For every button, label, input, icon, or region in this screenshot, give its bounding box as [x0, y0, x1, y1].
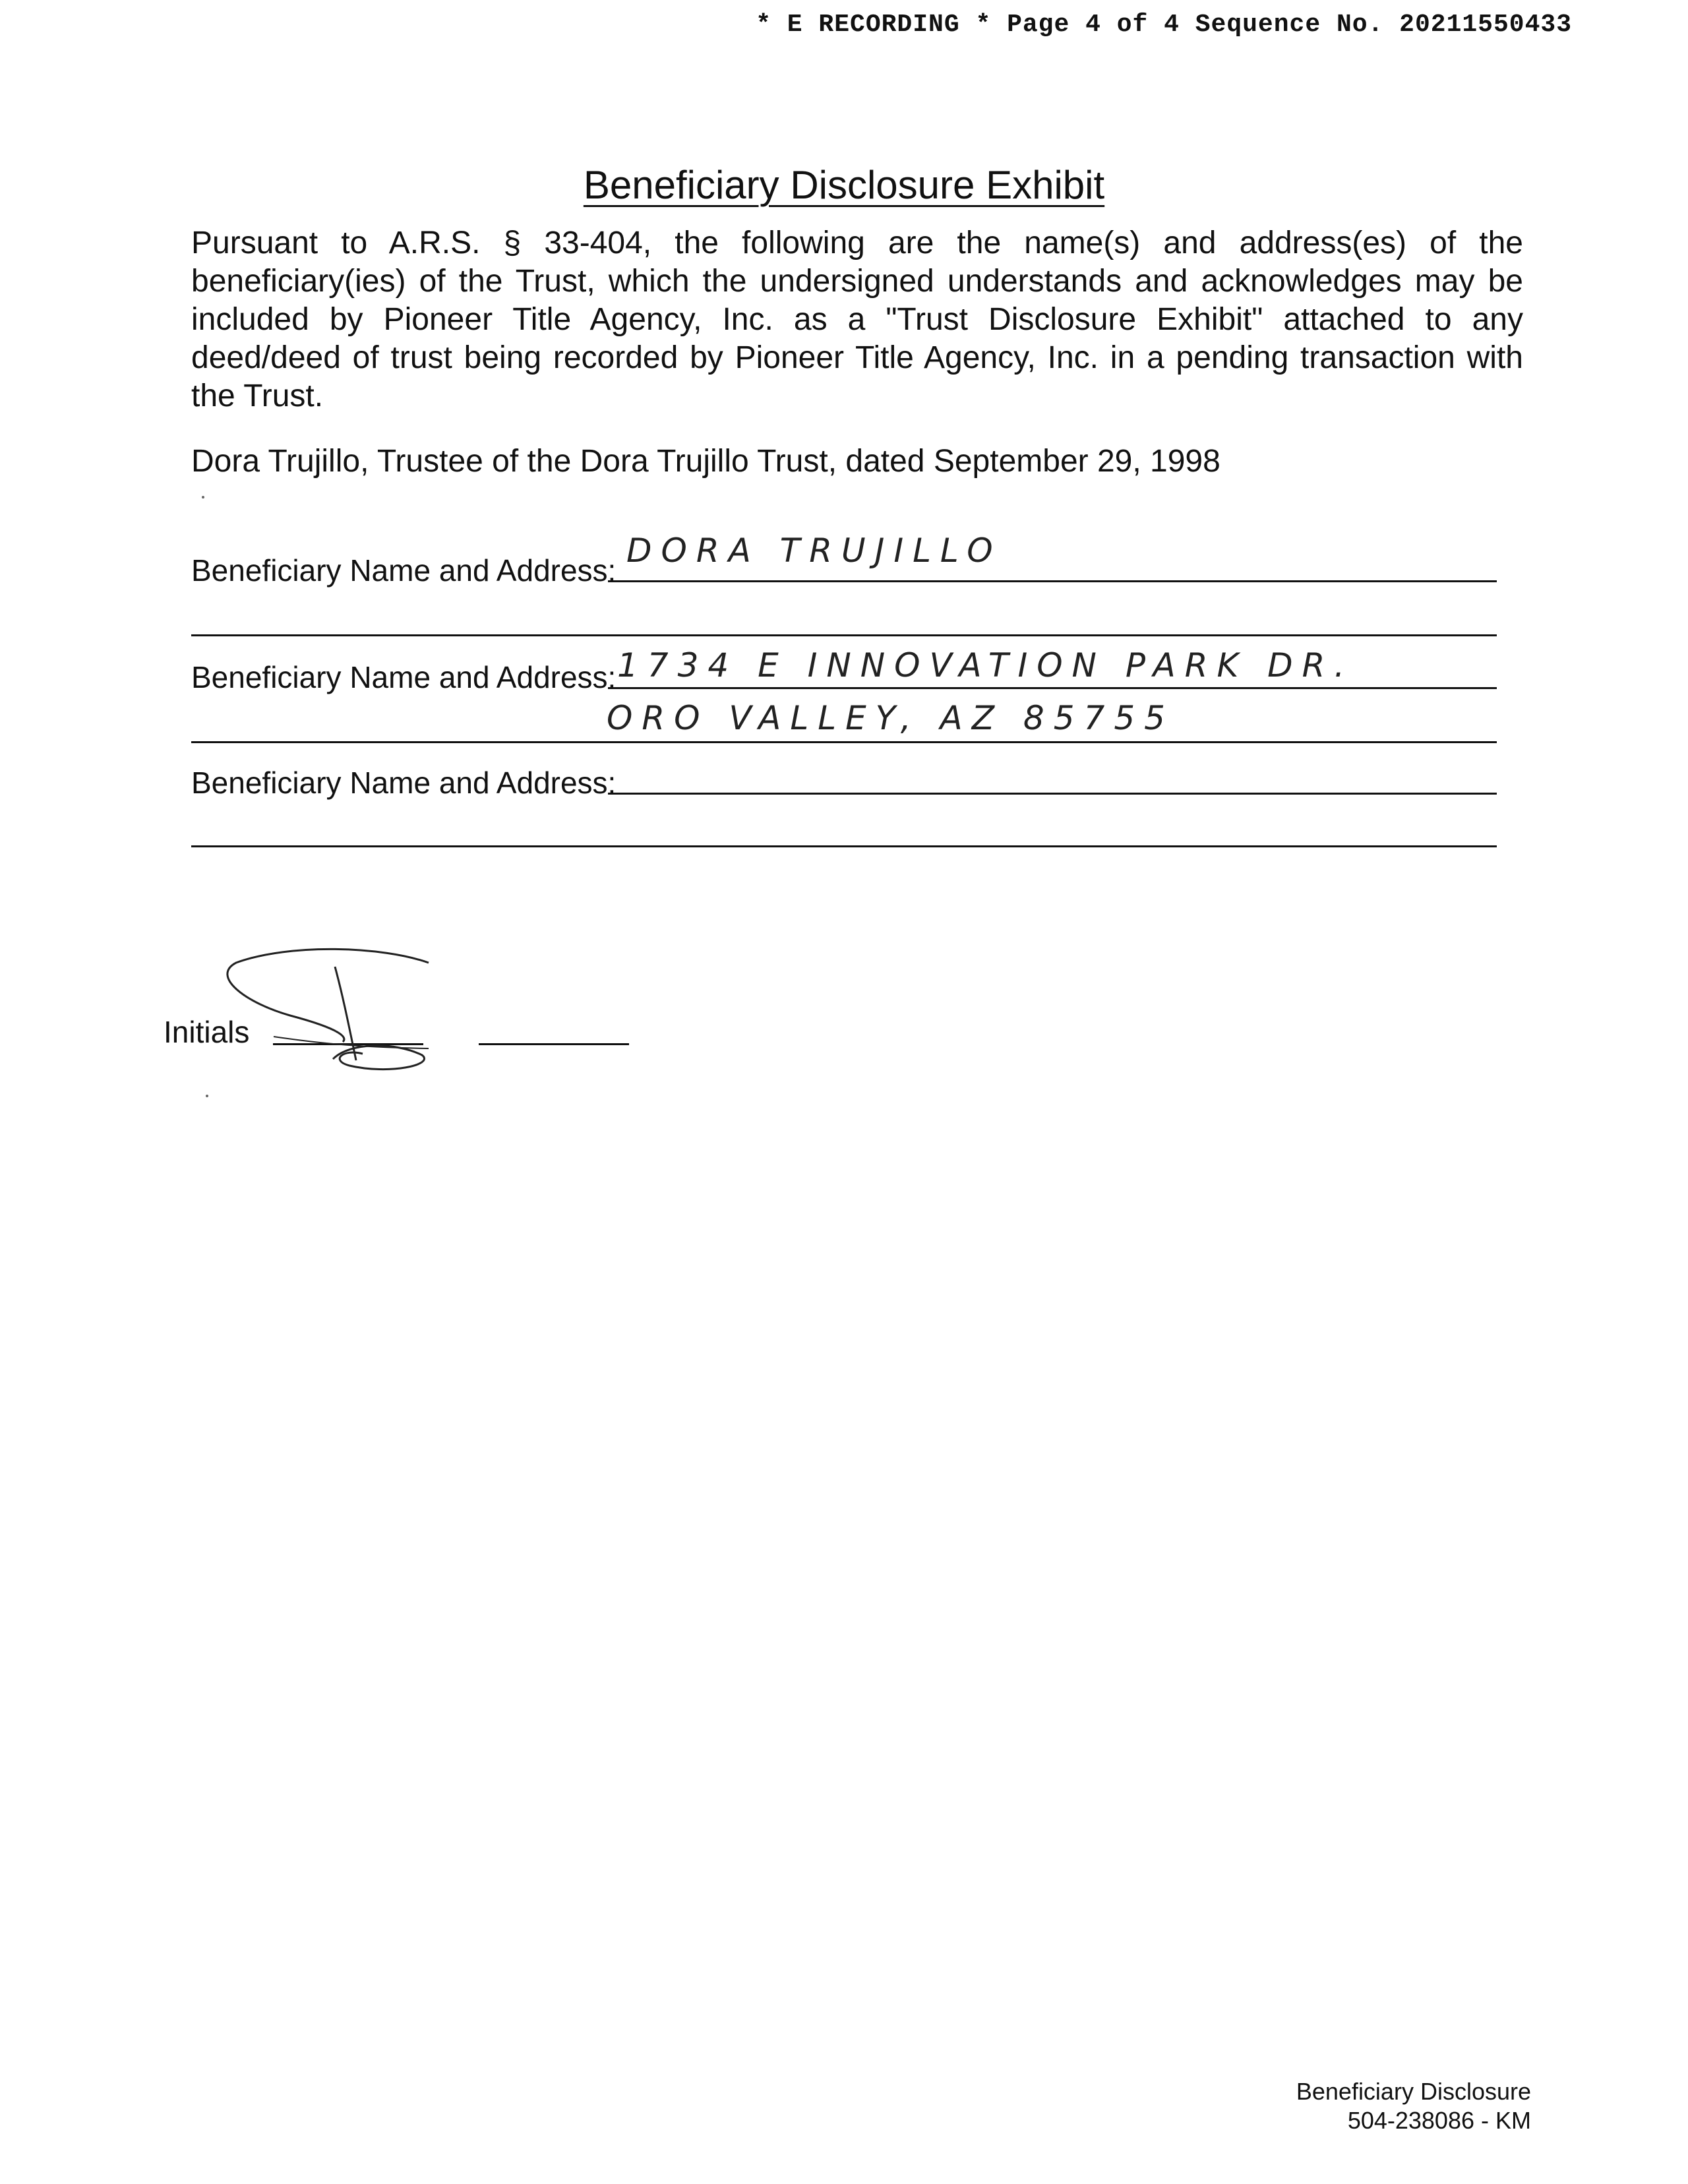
- beneficiary-2-name-line: [608, 687, 1497, 689]
- beneficiary-1-address-line: [191, 634, 1497, 636]
- beneficiary-2-handwritten-street: 1734 E INNOVATION PARK DR.: [617, 646, 1354, 684]
- recording-header: * E RECORDING * Page 4 of 4 Sequence No. 20211550433: [756, 11, 1572, 39]
- scan-speck: [202, 496, 204, 499]
- document-title-wrap: [0, 162, 1688, 208]
- initials-signature: [218, 943, 442, 1081]
- initials-label: Initials: [164, 1015, 250, 1049]
- beneficiary-2-address-line: [191, 741, 1497, 743]
- beneficiary-1-name-line: [608, 580, 1497, 582]
- beneficiary-2-label: Beneficiary Name and Address:: [191, 660, 617, 694]
- beneficiary-3-address-line: [191, 845, 1497, 847]
- footer-title: Beneficiary Disclosure: [1296, 2078, 1531, 2105]
- scan-speck: [206, 1095, 208, 1097]
- intro-paragraph: Pursuant to A.R.S. § 33-404, the following are the name(s) and address(es) of the beneficiary(ies) of the Trust, which the undersigned understands and acknowledges may be included by Pioneer Title Agency, Inc. as a "Trust Disclosure Exhibit" attached to any deed/deed of trust being recorded by Pioneer Title Agency, Inc. in a pending transaction with the Trust.: [191, 226, 1523, 413]
- trustee-line: Dora Trujillo, Trustee of the Dora Trujillo Trust, dated September 29, 1998: [191, 444, 1221, 479]
- document-title: Beneficiary Disclosure Exhibit: [583, 163, 1105, 207]
- beneficiary-2-handwritten-city: ORO VALLEY, AZ 85755: [607, 699, 1174, 737]
- beneficiary-1-handwritten-name: DORA TRUJILLO: [626, 531, 1002, 570]
- initials-line-2: [479, 1043, 629, 1045]
- footer-reference: 504-238086 - KM: [1347, 2107, 1531, 2134]
- beneficiary-3-label: Beneficiary Name and Address:: [191, 766, 617, 800]
- footer: [1296, 2077, 1531, 2135]
- beneficiary-1-label: Beneficiary Name and Address:: [191, 553, 617, 588]
- beneficiary-3-name-line: [608, 793, 1497, 795]
